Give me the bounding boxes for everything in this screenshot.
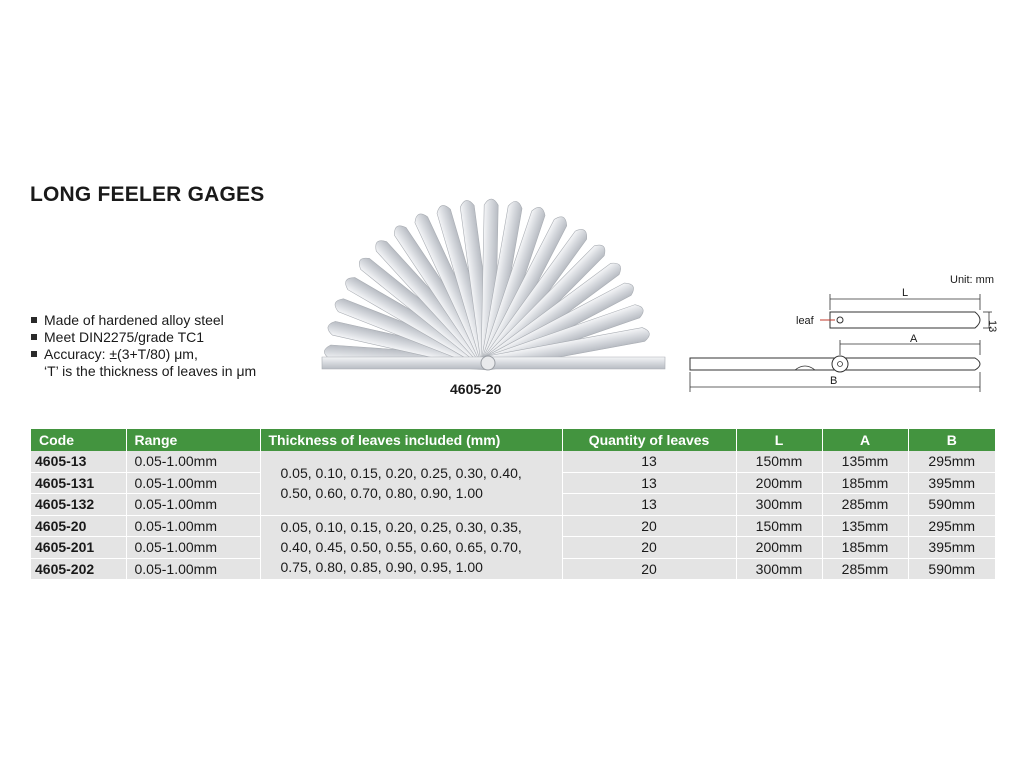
feature-item: Meet DIN2275/grade TC1	[30, 329, 256, 346]
header-quantity: Quantity of leaves	[562, 429, 736, 451]
header-range: Range	[126, 429, 260, 451]
dimension-A-label: A	[910, 333, 918, 345]
cell-B: 395mm	[908, 472, 995, 494]
feature-item: Made of hardened alloy steel	[30, 312, 256, 329]
dimension-width-label: 13	[986, 320, 998, 333]
cell-L: 300mm	[736, 494, 822, 516]
cell-quantity: 13	[562, 472, 736, 494]
header-thickness: Thickness of leaves included (mm)	[260, 429, 562, 451]
unit-label: Unit: mm	[950, 274, 994, 286]
bullet-icon	[31, 317, 37, 323]
gage-leaves	[322, 199, 665, 370]
cell-range: 0.05-1.00mm	[126, 472, 260, 494]
cell-L: 200mm	[736, 537, 822, 559]
cell-code: 4605-20	[31, 515, 126, 537]
cell-range: 0.05-1.00mm	[126, 558, 260, 580]
cell-code: 4605-132	[31, 494, 126, 516]
cell-B: 590mm	[908, 494, 995, 516]
cell-quantity: 20	[562, 515, 736, 537]
page-title: LONG FEELER GAGES	[30, 183, 265, 206]
cell-quantity: 20	[562, 558, 736, 580]
thickness-line: 0.05, 0.10, 0.15, 0.20, 0.25, 0.30, 0.40,	[280, 464, 522, 481]
spec-table	[31, 429, 995, 580]
cell-range: 0.05-1.00mm	[126, 451, 260, 472]
cell-quantity: 13	[562, 494, 736, 516]
cell-L: 200mm	[736, 472, 822, 494]
pivot-screw-icon	[481, 356, 495, 370]
image-caption: 4605-20	[450, 381, 502, 397]
pivot-icon	[832, 356, 848, 372]
cell-range: 0.05-1.00mm	[126, 515, 260, 537]
cell-code: 4605-131	[31, 472, 126, 494]
leaf-label: leaf	[796, 315, 814, 327]
cell-A: 285mm	[822, 494, 908, 516]
cell-A: 185mm	[822, 472, 908, 494]
cell-A: 135mm	[822, 451, 908, 472]
leaf-outline	[830, 312, 980, 328]
cell-quantity: 13	[562, 451, 736, 472]
cell-A: 185mm	[822, 537, 908, 559]
feeler-gage-fan-image	[310, 185, 680, 385]
header-B: B	[908, 429, 995, 451]
table-row	[31, 451, 995, 472]
header-code: Code	[31, 429, 126, 451]
dimension-L-label: L	[902, 287, 909, 299]
table-header-row	[31, 429, 995, 451]
cell-L: 300mm	[736, 558, 822, 580]
feature-item: Accuracy: ±(3+T/80) μm,	[30, 346, 256, 363]
cell-A: 135mm	[822, 515, 908, 537]
cell-B: 395mm	[908, 537, 995, 559]
feature-list	[30, 312, 256, 380]
header-L: L	[736, 429, 822, 451]
cell-range: 0.05-1.00mm	[126, 537, 260, 559]
cell-A: 285mm	[822, 558, 908, 580]
dimension-diagram	[680, 280, 1010, 400]
bullet-icon	[31, 351, 37, 357]
cell-B: 590mm	[908, 558, 995, 580]
cell-B: 295mm	[908, 515, 995, 537]
cell-code: 4605-13	[31, 451, 126, 472]
header-A: A	[822, 429, 908, 451]
cell-thickness-group-20	[260, 515, 562, 580]
table-row	[31, 515, 995, 537]
cell-thickness-group-13	[260, 451, 562, 515]
cell-L: 150mm	[736, 515, 822, 537]
bullet-icon	[31, 334, 37, 340]
thickness-line: 0.50, 0.60, 0.70, 0.80, 0.90, 1.00	[280, 484, 483, 501]
cell-range: 0.05-1.00mm	[126, 494, 260, 516]
cell-code: 4605-202	[31, 558, 126, 580]
dimension-B-label: B	[830, 375, 838, 387]
cell-L: 150mm	[736, 451, 822, 472]
thickness-line: 0.75, 0.80, 0.85, 0.90, 0.95, 1.00	[280, 559, 483, 576]
thickness-line: 0.40, 0.45, 0.50, 0.55, 0.60, 0.65, 0.70,	[280, 539, 522, 556]
feature-item-continuation: ‘T’ is the thickness of leaves in μm	[44, 363, 257, 379]
thickness-line: 0.05, 0.10, 0.15, 0.20, 0.25, 0.30, 0.35,	[280, 519, 522, 536]
cell-code: 4605-201	[31, 537, 126, 559]
cell-quantity: 20	[562, 537, 736, 559]
cell-B: 295mm	[908, 451, 995, 472]
